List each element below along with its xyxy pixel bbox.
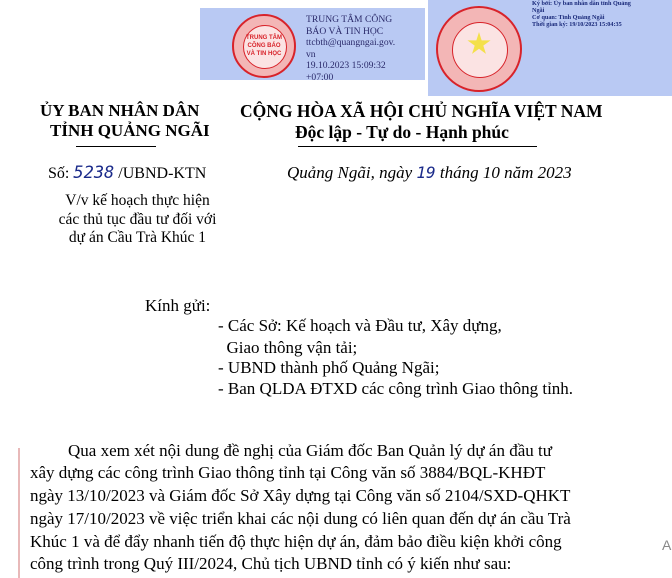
recipient-item: - Ban QLDA ĐTXD các công trình Giao thông tỉnh.: [218, 379, 574, 398]
signature-info-center: TRUNG TÂM CÔNG BÁO VÀ TIN HỌC ttcbth@quangngai.gov. vn 19.10.2023 15:09:32 +07:00: [306, 14, 396, 83]
body-paragraph-line: xây dựng các công trình Giao thông tỉnh tại Công văn số 3884/BQL-KHĐT: [30, 463, 546, 482]
body-paragraph-line: ngày 17/10/2023 về việc triển khai các nội dung có liên quan đến dự án cầu Trà: [30, 509, 571, 528]
recipient-item: - Các Sở: Kế hoạch và Đầu tư, Xây dựng,: [218, 316, 502, 335]
signature-info-right: Ký bởi: Ủy ban nhân dân tỉnh Quảng Ngãi Cơ quan: Tỉnh Quảng Ngãi Thời gian ký: 19/10/2023 15:04:35: [532, 0, 631, 28]
document-subject: V/v kế hoạch thực hiện các thủ tục đầu tư đối với dự án Cầu Trà Khúc 1: [58, 192, 217, 246]
agency-name-line2: TỈNH QUẢNG NGÃI: [50, 121, 210, 140]
document-date: Quảng Ngãi, ngày 19 tháng 10 năm 2023: [287, 163, 572, 182]
national-emblem-seal: [436, 6, 522, 92]
recipient-item: Giao thông vận tải;: [218, 338, 358, 357]
national-title: CỘNG HÒA XÃ HỘI CHỦ NGHĨA VIỆT NAM: [240, 101, 603, 121]
body-paragraph-line: công trình trong Quý III/2024, Chủ tịch UBND tỉnh có ý kiến như sau:: [30, 554, 512, 573]
body-paragraph-line: Qua xem xét nội dung đề nghị của Giám đốc Ban Quản lý dự án đầu tư: [68, 441, 552, 460]
agency-name-line1: ỦY BAN NHÂN DÂN: [40, 101, 200, 120]
document-number: Số: 5238 /UBND-KTN: [48, 163, 207, 183]
body-paragraph-line: ngày 13/10/2023 và Giám đốc Sở Xây dựng tại Công văn số 2104/SXD-QHKT: [30, 486, 571, 505]
recipients-label: Kính gửi:: [145, 296, 211, 315]
motto-underline: [298, 146, 537, 147]
margin-mark: A: [662, 537, 672, 553]
margin-stamp-trace: [18, 448, 20, 578]
date-day-value: 19: [416, 163, 436, 182]
seal-stamp-center: TRUNG TÂM CÔNG BÁO VÀ TIN HỌC: [232, 14, 296, 78]
body-paragraph-line: Khúc 1 và để đẩy nhanh tiến độ thực hiện dự án, đảm bảo điều kiện khởi công: [30, 532, 562, 551]
recipient-item: - UBND thành phố Quảng Ngãi;: [218, 358, 440, 377]
document-number-value: 5238: [73, 163, 115, 183]
agency-underline: [76, 146, 156, 147]
national-motto: Độc lập - Tự do - Hạnh phúc: [295, 122, 509, 142]
